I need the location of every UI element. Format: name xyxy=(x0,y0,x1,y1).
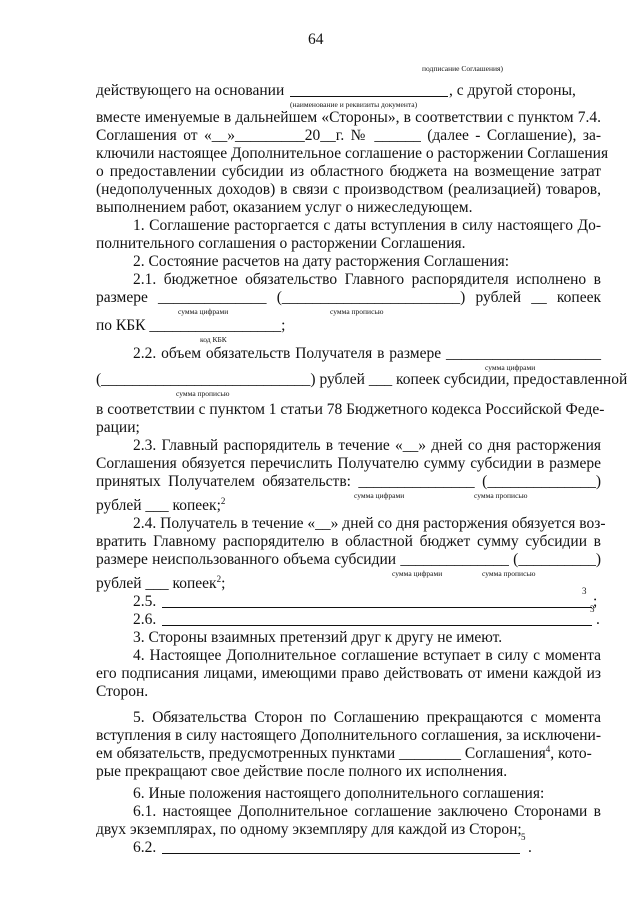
para-4-c: Сторон. xyxy=(96,683,149,700)
para-6-2: 6.2. xyxy=(133,839,157,856)
blank-6-2 xyxy=(162,840,520,854)
para-5-c: ем обязательств, предусмотренных пунктами ________ Соглашения$^4$, кото- xyxy=(96,743,592,762)
para-4-a: 4. Настоящее Дополнительное соглашение вступает в силу с момента xyxy=(133,647,601,664)
caption-summa-ciframi-4: сумма цифрами xyxy=(392,569,443,578)
blank-2-5 xyxy=(162,594,592,608)
para-2-5-end: ; xyxy=(593,593,598,610)
caption-summa-propisyu-3: сумма прописью xyxy=(474,491,528,500)
caption-naimenovanie: (наименование и реквизиты документа) xyxy=(290,100,418,109)
para-6-1-b: двух экземплярах, по одному экземпляру для каждой из Сторон; xyxy=(96,821,522,838)
footnote-3b: 3 xyxy=(590,604,595,614)
para-2-1-b: размере ______________ (_______________________) рублей __ копеек xyxy=(96,289,601,306)
line-6: (недополученных доходов) в связи с производством (реализацией) товаров, xyxy=(96,181,601,198)
line-3: Соглашения от «__»_________20__г. № ______ (далее - Соглашение), за- xyxy=(96,127,601,144)
para-6-2-end: . xyxy=(528,839,532,856)
caption-summa-ciframi-2: сумма цифрами xyxy=(485,363,536,372)
footnote-2b: 2 xyxy=(216,573,222,584)
para-2-4-d: рублей ___ копеек$^2$; xyxy=(96,573,226,592)
caption-summa-propisyu-1: сумма прописью xyxy=(330,307,384,316)
para-2-2-c: в соответствии с пунктом 1 статьи 78 Бюджетного кодекса Российской Феде- xyxy=(96,401,605,418)
para-5-a: 5. Обязательства Сторон по Соглашению прекращаются с момента xyxy=(133,709,601,726)
caption-podpisanie: подписание Соглашения) xyxy=(422,64,503,73)
line-7: выполнением работ, оказанием услуг о нижеследующем. xyxy=(96,199,473,216)
para-2-3-b: Соглашения обязуется перечислить Получателю сумму субсидии в размере xyxy=(96,455,601,472)
para-1-b: полнительного соглашения о расторжении Соглашения. xyxy=(96,235,466,252)
footnote-4: 4 xyxy=(545,743,551,754)
para-3: 3. Стороны взаимных претензий друг к другу не имеют. xyxy=(133,629,503,646)
para-2-1-a: 2.1. бюджетное обязательство Главного распорядителя исполнено в xyxy=(133,271,601,288)
blank-2-6 xyxy=(162,612,592,626)
para-2: 2. Состояние расчетов на дату расторжения Соглашения: xyxy=(133,253,510,270)
para-6: 6. Иные положения настоящего дополнительного соглашения: xyxy=(133,785,545,802)
para-2-6-end: . xyxy=(596,611,600,628)
para-4-b: его подписания лицами, имеющими право действовать от имени каждой из xyxy=(96,665,601,682)
footnote-5: 5 xyxy=(521,832,526,842)
para-2-2-a: 2.2. объем обязательств Получателя в размере ____________________ xyxy=(133,345,601,362)
page-number: 64 xyxy=(308,31,324,48)
para-2-1-kbk: по КБК _________________; xyxy=(96,317,286,334)
para-2-4-c: размере неиспользованного объема субсидии ______________ (__________) xyxy=(96,551,601,568)
para-2-2-d: рации; xyxy=(96,419,140,436)
caption-summa-propisyu-2: сумма прописью xyxy=(176,389,230,398)
para-2-2-b: (___________________________) рублей ___ копеек субсидии, предоставленной xyxy=(96,371,628,388)
caption-summa-ciframi-3: сумма цифрами xyxy=(354,491,405,500)
blank-document xyxy=(290,83,448,97)
para-2-4-a: 2.4. Получатель в течение «__» дней со дня расторжения обязуется воз- xyxy=(133,515,606,532)
line-1-start: действующего на основании xyxy=(96,82,285,99)
caption-summa-ciframi-1: сумма цифрами xyxy=(178,307,229,316)
line-4: ключили настоящее Дополнительное соглашение о расторжении Соглашения xyxy=(96,145,609,162)
line-5: о предоставлении субсидии из областного бюджета на возмещение затрат xyxy=(96,163,601,180)
footnote-2a: 2 xyxy=(220,495,226,506)
para-2-5: 2.5. xyxy=(133,593,157,610)
para-1-a: 1. Соглашение расторгается с даты вступления в силу настоящего До- xyxy=(133,217,601,234)
para-2-4-b: вратить Главному распорядителю в областной бюджет сумму субсидии в xyxy=(96,533,601,550)
para-5-d: рые прекращают свое действие после полного их исполнения. xyxy=(96,763,508,780)
caption-kod-kbk: код КБК xyxy=(200,335,227,344)
para-2-3-d: рублей ___ копеек;$^2$ xyxy=(96,495,226,514)
footnote-3a: 3 xyxy=(582,586,587,596)
para-6-1-a: 6.1. настоящее Дополнительное соглашение заключено Сторонами в xyxy=(133,803,601,820)
para-2-3-c: принятых Получателем обязательств: _______________ (______________) xyxy=(96,473,601,490)
line-1-end: , с другой стороны, xyxy=(449,82,576,99)
para-2-6: 2.6. xyxy=(133,611,157,628)
para-5-b: вступления в силу настоящего Дополнительного соглашения, за исключени- xyxy=(96,727,601,744)
line-2: вместе именуемые в дальнейшем «Стороны», в соответствии с пунктом 7.4. xyxy=(96,109,601,126)
caption-summa-propisyu-4: сумма прописью xyxy=(482,569,536,578)
para-2-3-a: 2.3. Главный распорядитель в течение «__» дней со дня расторжения xyxy=(133,437,601,454)
